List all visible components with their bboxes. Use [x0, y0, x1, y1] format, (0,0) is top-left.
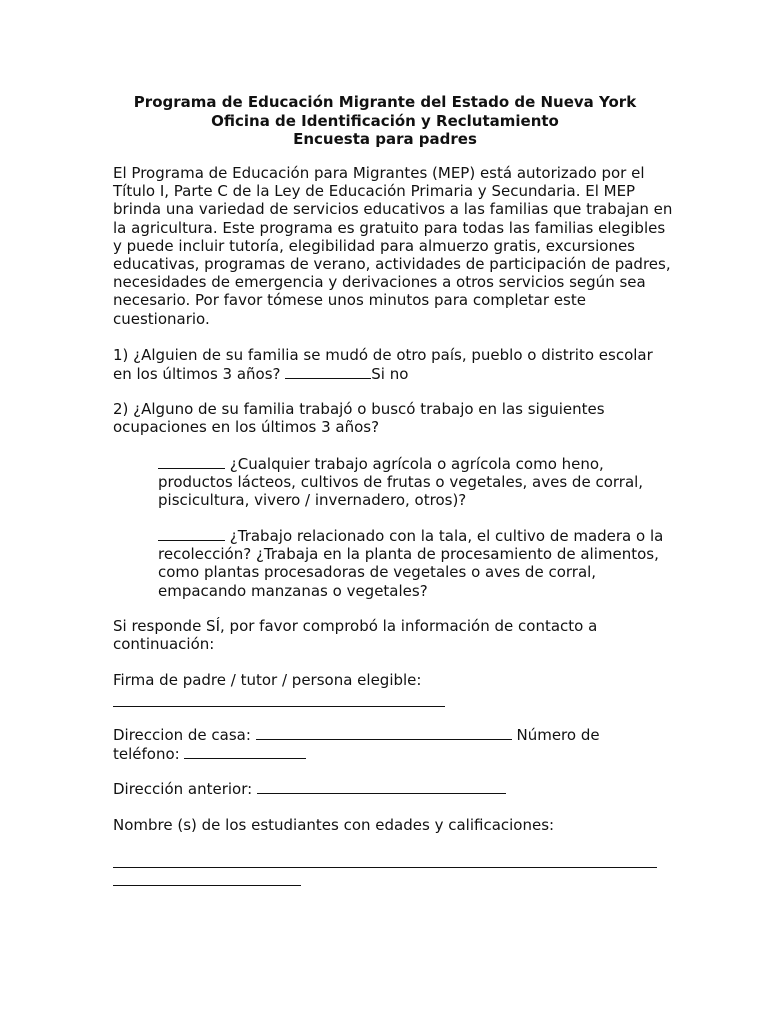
document-header: [0, 93, 770, 149]
previous-address-label: Dirección anterior:: [113, 780, 253, 798]
question-1: [113, 346, 673, 383]
previous-address-row: [113, 779, 673, 798]
question-2-text: 2) ¿Alguno de su familia trabajó o buscó trabajo en las siguientes ocupaciones en los últimos 3 años?: [113, 400, 605, 437]
question-2-option-1: [158, 454, 673, 510]
previous-address-line[interactable]: [257, 779, 506, 794]
intro-paragraph: El Programa de Educación para Migrantes (MEP) está autorizado por el Título I, Parte C de la Ley de Educación Primaria y Secundaria. El MEP brinda una variedad de servicios educativos a las familias que trabajan en la agricultura. Este programa es gratuito para todas las familias elegibles y puede incluir tutoría, elegibilidad para almuerzo gratis, excursiones educativas, programas de verano, actividades de participación de padres, necesidades de emergencia y derivaciones a otros servicios según sea necesario. Por favor tómese unos minutos para completar este cuestionario.: [113, 164, 673, 328]
option-1-text: ¿Cualquier trabajo agrícola o agrícola como heno, productos lácteos, cultivos de frutas o vegetales, aves de corral, piscicultura, vivero / invernadero, otros)?: [158, 455, 644, 510]
students-label: Nombre (s) de los estudiantes con edades y calificaciones:: [113, 816, 555, 834]
home-address-label: Direccion de casa:: [113, 726, 251, 744]
question-1-text: 1) ¿Alguien de su familia se mudó de otro país, pueblo o distrito escolar en los últimos 3 años?: [113, 346, 653, 384]
question-2-option-2: [158, 526, 673, 600]
home-address-line[interactable]: [256, 725, 512, 740]
students-line-1[interactable]: [113, 867, 657, 868]
option-1-check-blank[interactable]: [158, 454, 225, 469]
signature-line[interactable]: [113, 706, 445, 707]
option-2-check-blank[interactable]: [158, 526, 225, 541]
contact-note: Si responde SÍ, por favor comprobó la información de contacto a continuación:: [113, 617, 598, 654]
survey-title: Encuesta para padres: [293, 130, 477, 148]
phone-label-part1: Número de: [516, 726, 600, 744]
students-line-2[interactable]: [113, 885, 301, 886]
signature-label: Firma de padre / tutor / persona elegible:: [113, 671, 422, 689]
option-2-text: ¿Trabajo relacionado con la tala, el cultivo de madera o la recolección? ¿Trabaja en la planta de procesamiento de alimentos, como plantas procesadoras de vegetales o aves de corral, empacando manzanas o vegetales?: [158, 527, 664, 600]
office-title: Oficina de Identificación y Reclutamiento: [211, 111, 559, 130]
program-title: Programa de Educación Migrante del Estado de Nueva York: [133, 93, 637, 111]
phone-line[interactable]: [184, 744, 306, 759]
question-1-answer-label: Si no: [371, 365, 409, 384]
phone-label-part2: teléfono:: [113, 745, 180, 764]
question-1-answer-blank[interactable]: [285, 364, 371, 379]
home-address-row: [113, 725, 673, 763]
